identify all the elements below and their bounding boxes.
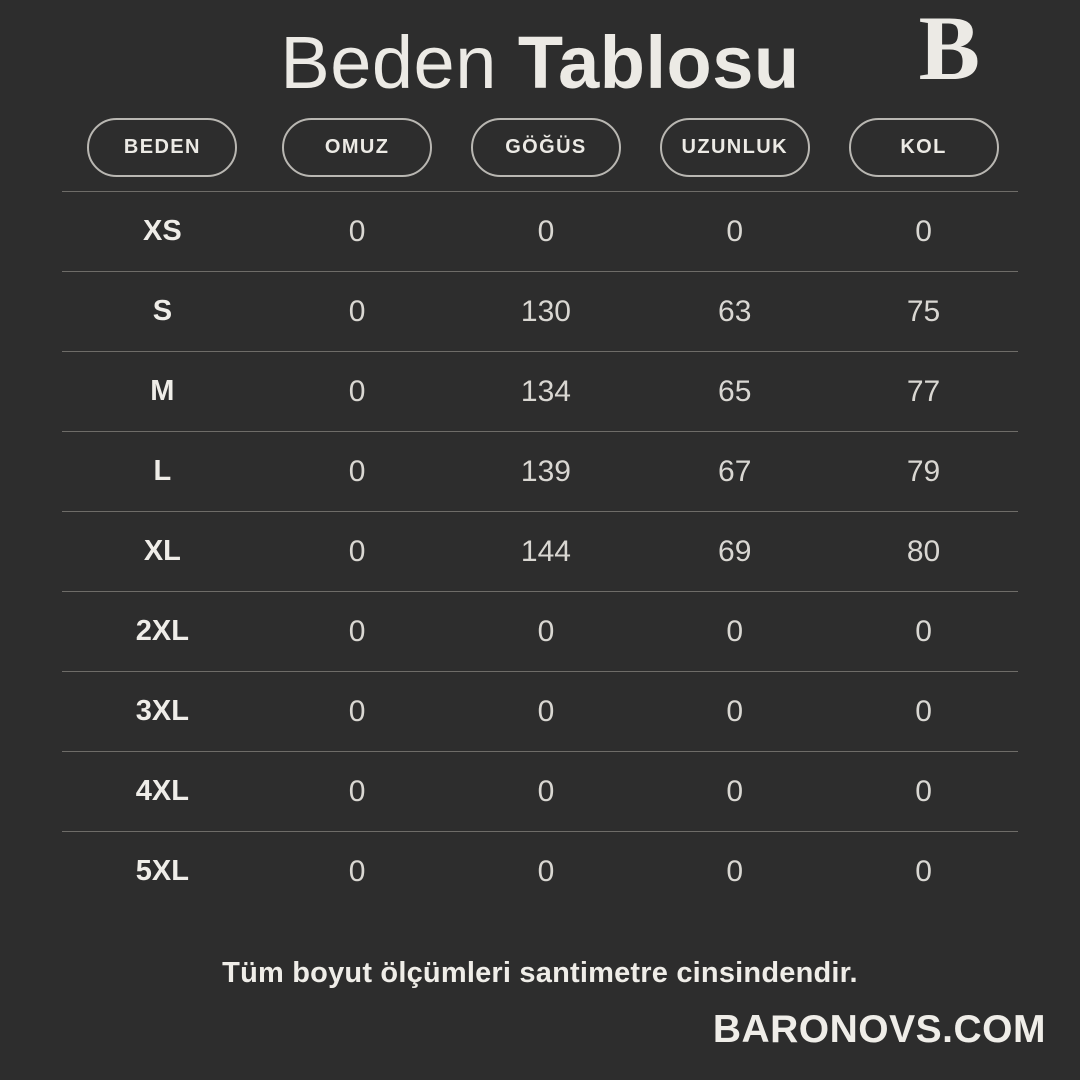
size-table-body <box>62 192 1018 912</box>
cell-omuz: 0 <box>348 854 366 888</box>
page-title-light: Beden <box>280 20 518 104</box>
cell-uzunluk: 0 <box>726 854 744 888</box>
cell-kol: 0 <box>915 214 932 248</box>
cell-uzunluk: 0 <box>726 694 744 728</box>
table-row <box>62 352 1018 432</box>
brand-logo-icon: B <box>918 0 980 99</box>
cell-omuz: 0 <box>348 614 366 648</box>
cell-size: L <box>153 455 172 487</box>
column-header-label: KOL <box>849 118 999 177</box>
column-header-label: UZUNLUK <box>660 118 810 177</box>
column-header-beden <box>62 118 263 192</box>
cell-omuz: 0 <box>348 454 366 488</box>
cell-kol: 0 <box>915 854 932 888</box>
cell-size: XS <box>143 215 182 247</box>
table-row <box>62 272 1018 352</box>
cell-kol: 80 <box>906 534 941 568</box>
cell-omuz: 0 <box>348 214 366 248</box>
cell-omuz: 0 <box>348 774 366 808</box>
cell-gogus: 0 <box>537 774 555 808</box>
cell-size: 5XL <box>135 855 189 887</box>
cell-gogus: 0 <box>537 694 555 728</box>
cell-uzunluk: 0 <box>726 774 744 808</box>
cell-omuz: 0 <box>348 694 366 728</box>
cell-uzunluk: 65 <box>718 374 752 408</box>
cell-kol: 77 <box>906 374 941 408</box>
cell-uzunluk: 63 <box>718 294 752 328</box>
cell-size: 3XL <box>135 695 189 727</box>
column-header-uzunluk <box>640 118 829 192</box>
cell-uzunluk: 0 <box>726 614 744 648</box>
cell-kol: 0 <box>915 694 932 728</box>
cell-gogus: 130 <box>520 294 571 328</box>
table-row <box>62 832 1018 912</box>
size-table-head <box>62 118 1018 192</box>
cell-uzunluk: 67 <box>718 454 752 488</box>
website-watermark: BARONOVS.COM <box>712 1008 1046 1051</box>
cell-gogus: 134 <box>520 374 571 408</box>
table-row <box>62 592 1018 672</box>
table-row <box>62 192 1018 272</box>
table-header-row <box>62 118 1018 192</box>
cell-gogus: 144 <box>520 534 571 568</box>
column-header-label: BEDEN <box>87 118 237 177</box>
table-row <box>62 752 1018 832</box>
column-header-label: GÖĞÜS <box>471 118 621 177</box>
column-header-gogus <box>452 118 641 192</box>
column-header-kol <box>829 118 1018 192</box>
column-header-label: OMUZ <box>282 118 432 177</box>
cell-omuz: 0 <box>348 294 366 328</box>
cell-kol: 0 <box>915 774 932 808</box>
page-title <box>280 20 799 105</box>
cell-size: S <box>152 295 173 327</box>
cell-kol: 0 <box>915 614 932 648</box>
cell-omuz: 0 <box>348 374 366 408</box>
cell-kol: 79 <box>906 454 941 488</box>
cell-omuz: 0 <box>348 534 366 568</box>
cell-uzunluk: 0 <box>726 214 744 248</box>
table-row <box>62 512 1018 592</box>
page-header <box>62 0 1018 118</box>
column-header-omuz <box>263 118 452 192</box>
measurement-note: Tüm boyut ölçümleri santimetre cinsindendir. <box>222 957 858 989</box>
cell-gogus: 0 <box>537 854 555 888</box>
cell-gogus: 0 <box>537 214 555 248</box>
table-row <box>62 432 1018 512</box>
cell-size: M <box>150 375 175 407</box>
cell-size: 2XL <box>135 615 189 647</box>
cell-gogus: 139 <box>520 454 571 488</box>
cell-gogus: 0 <box>537 614 555 648</box>
cell-size: 4XL <box>135 775 189 807</box>
page-title-bold: Tablosu <box>517 20 800 104</box>
cell-size: XL <box>143 535 181 567</box>
size-table <box>62 118 1018 911</box>
cell-kol: 75 <box>906 294 941 328</box>
table-row <box>62 672 1018 752</box>
cell-uzunluk: 69 <box>718 534 752 568</box>
